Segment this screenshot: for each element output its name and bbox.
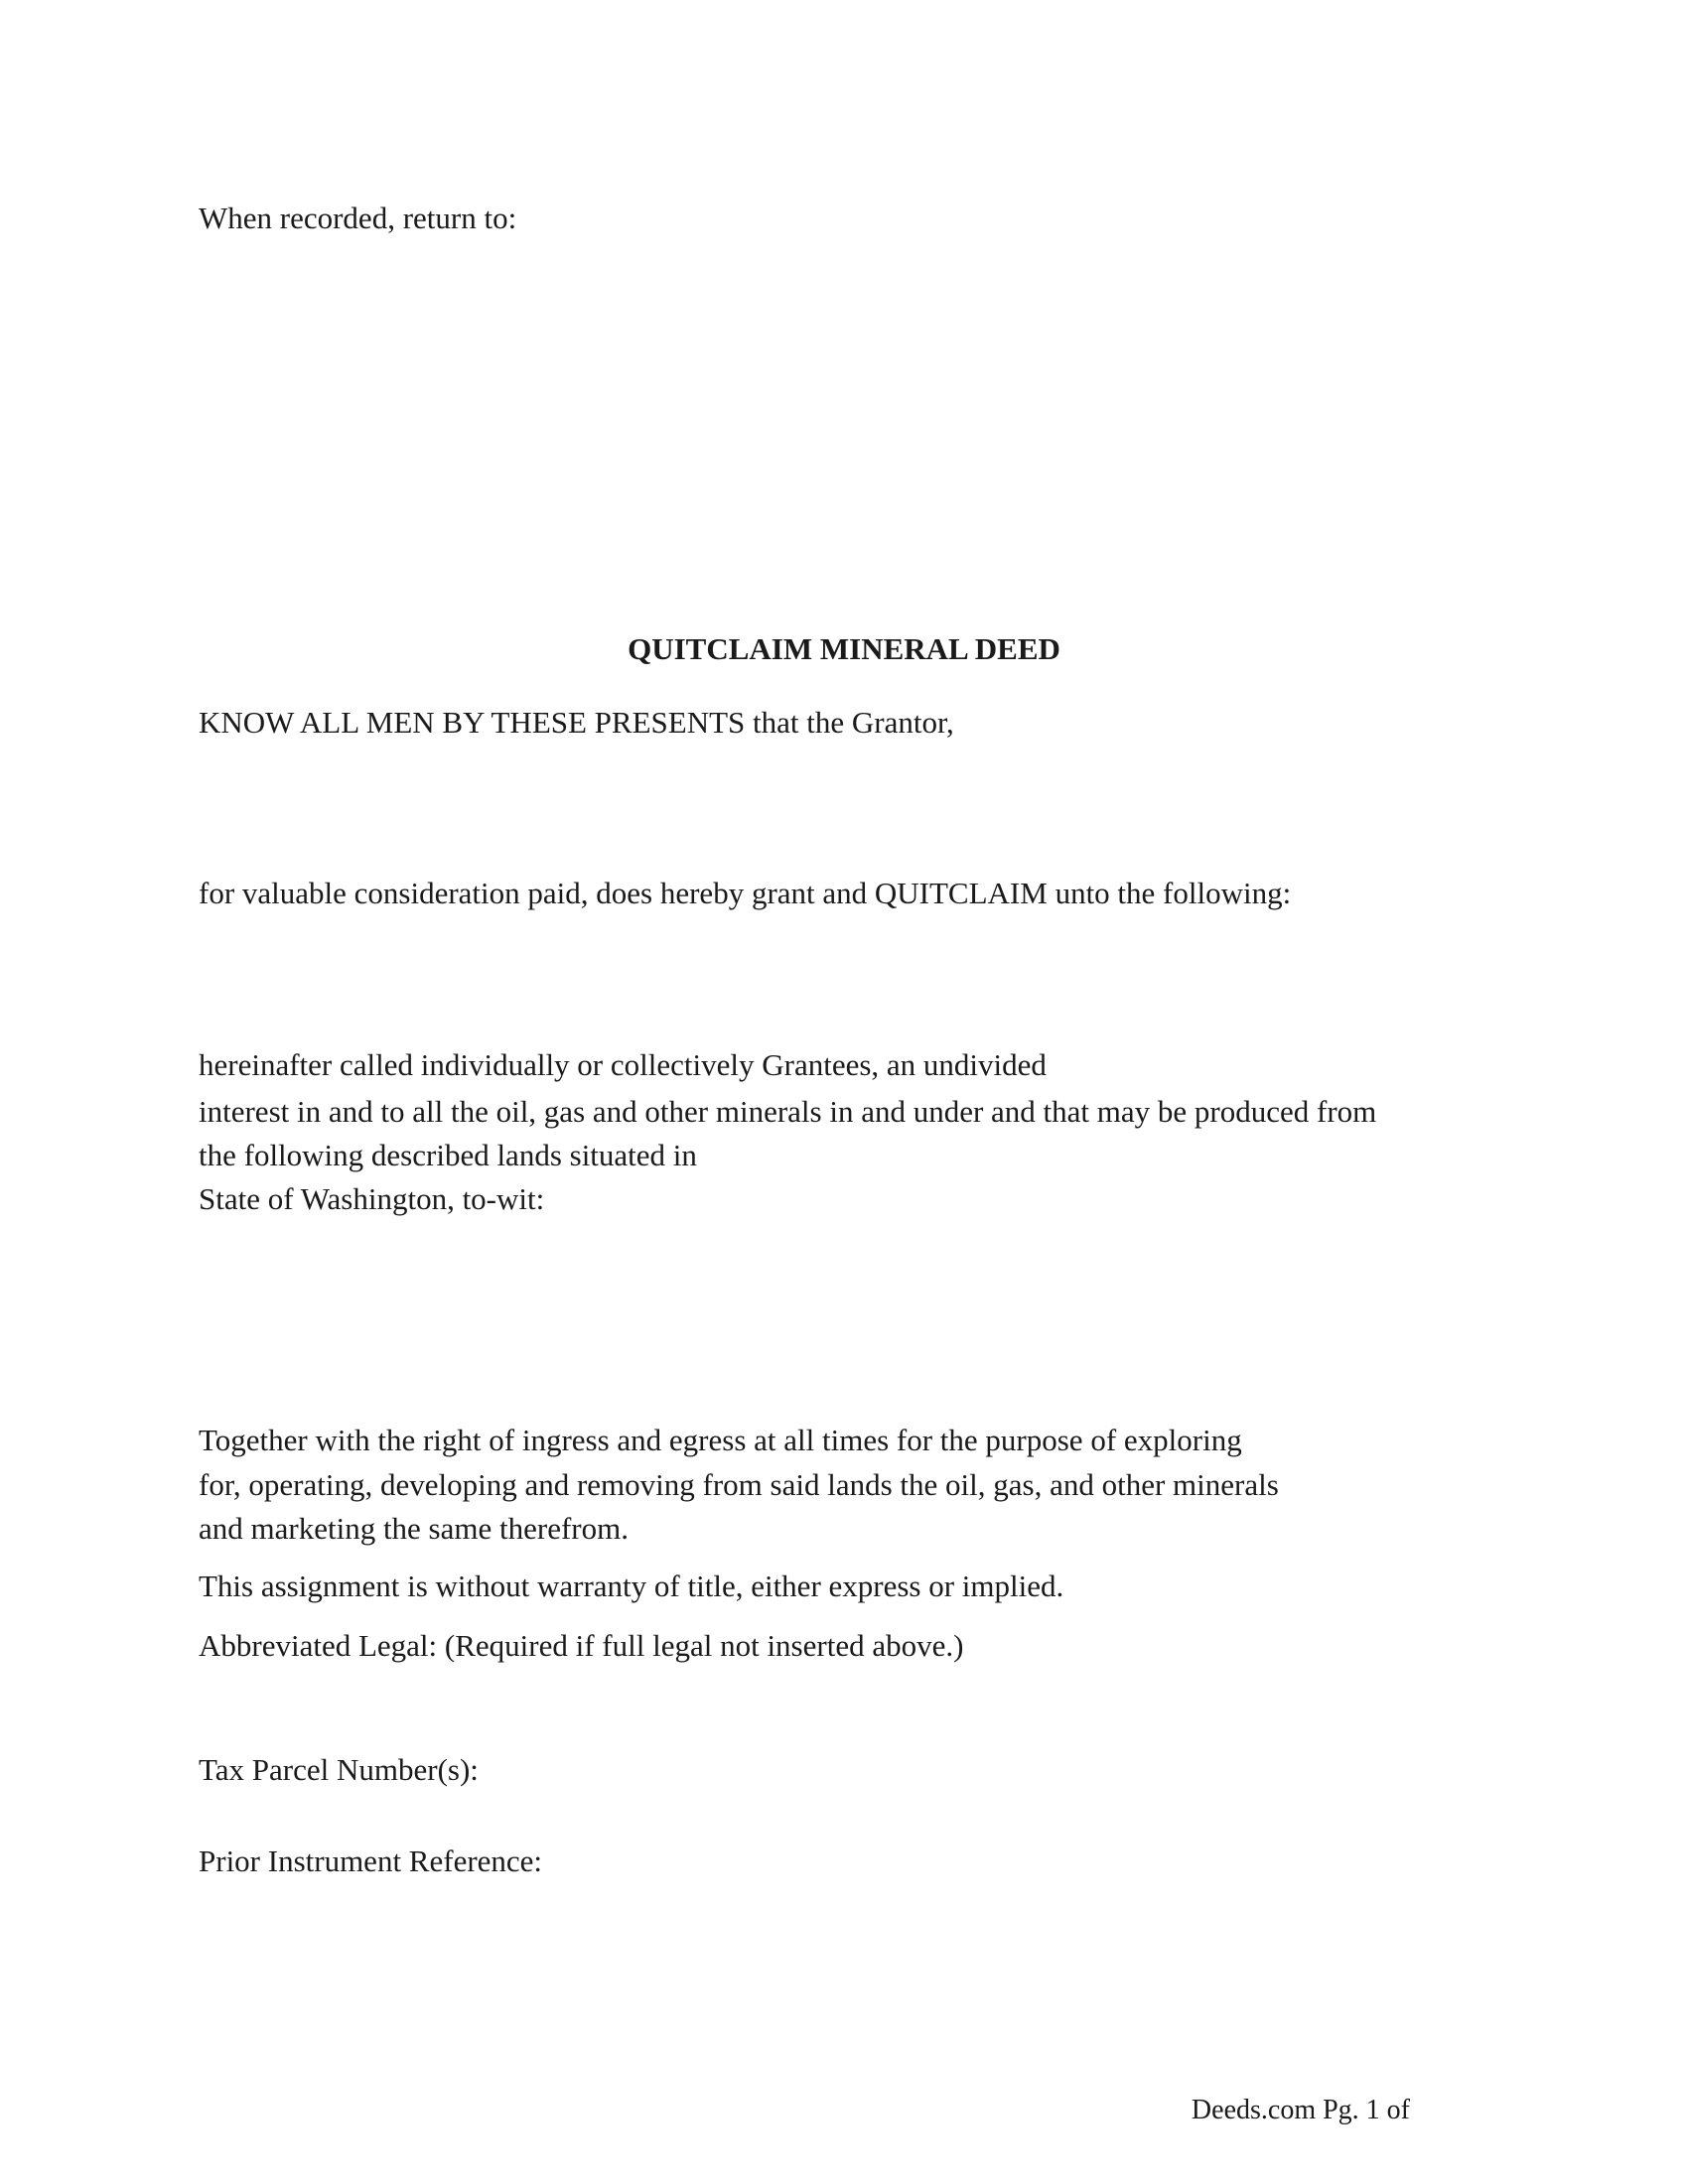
- consideration-text: for valuable consideration paid, does hereby grant and QUITCLAIM unto the following:: [199, 876, 1292, 910]
- grantees-line-2: interest in and to all the oil, gas and other minerals in and under and that may be produced from: [199, 1094, 1377, 1129]
- prior-instrument-label: Prior Instrument Reference:: [199, 1843, 543, 1878]
- tax-parcel-label: Tax Parcel Number(s):: [199, 1752, 479, 1787]
- deed-title: QUITCLAIM MINERAL DEED: [628, 631, 1060, 666]
- no-warranty-text: This assignment is without warranty of title, either express or implied.: [199, 1569, 1064, 1603]
- grantees-line-3: the following described lands situated in: [199, 1138, 697, 1172]
- grantees-line-4: State of Washington, to-wit:: [199, 1181, 545, 1216]
- know-all-men-text: KNOW ALL MEN BY THESE PRESENTS that the Grantor,: [199, 705, 954, 740]
- abbreviated-legal-label: Abbreviated Legal: (Required if full legal not inserted above.): [199, 1628, 964, 1663]
- return-to-label: When recorded, return to:: [199, 201, 517, 235]
- ingress-line-2: for, operating, developing and removing from said lands the oil, gas, and other minerals: [199, 1467, 1279, 1502]
- ingress-line-1: Together with the right of ingress and egress at all times for the purpose of exploring: [199, 1423, 1242, 1457]
- grantees-line-1: hereinafter called individually or collectively Grantees, an undivided: [199, 1047, 1047, 1082]
- page-footer: Deeds.com Pg. 1 of: [1191, 2095, 1410, 2125]
- ingress-line-3: and marketing the same therefrom.: [199, 1511, 629, 1546]
